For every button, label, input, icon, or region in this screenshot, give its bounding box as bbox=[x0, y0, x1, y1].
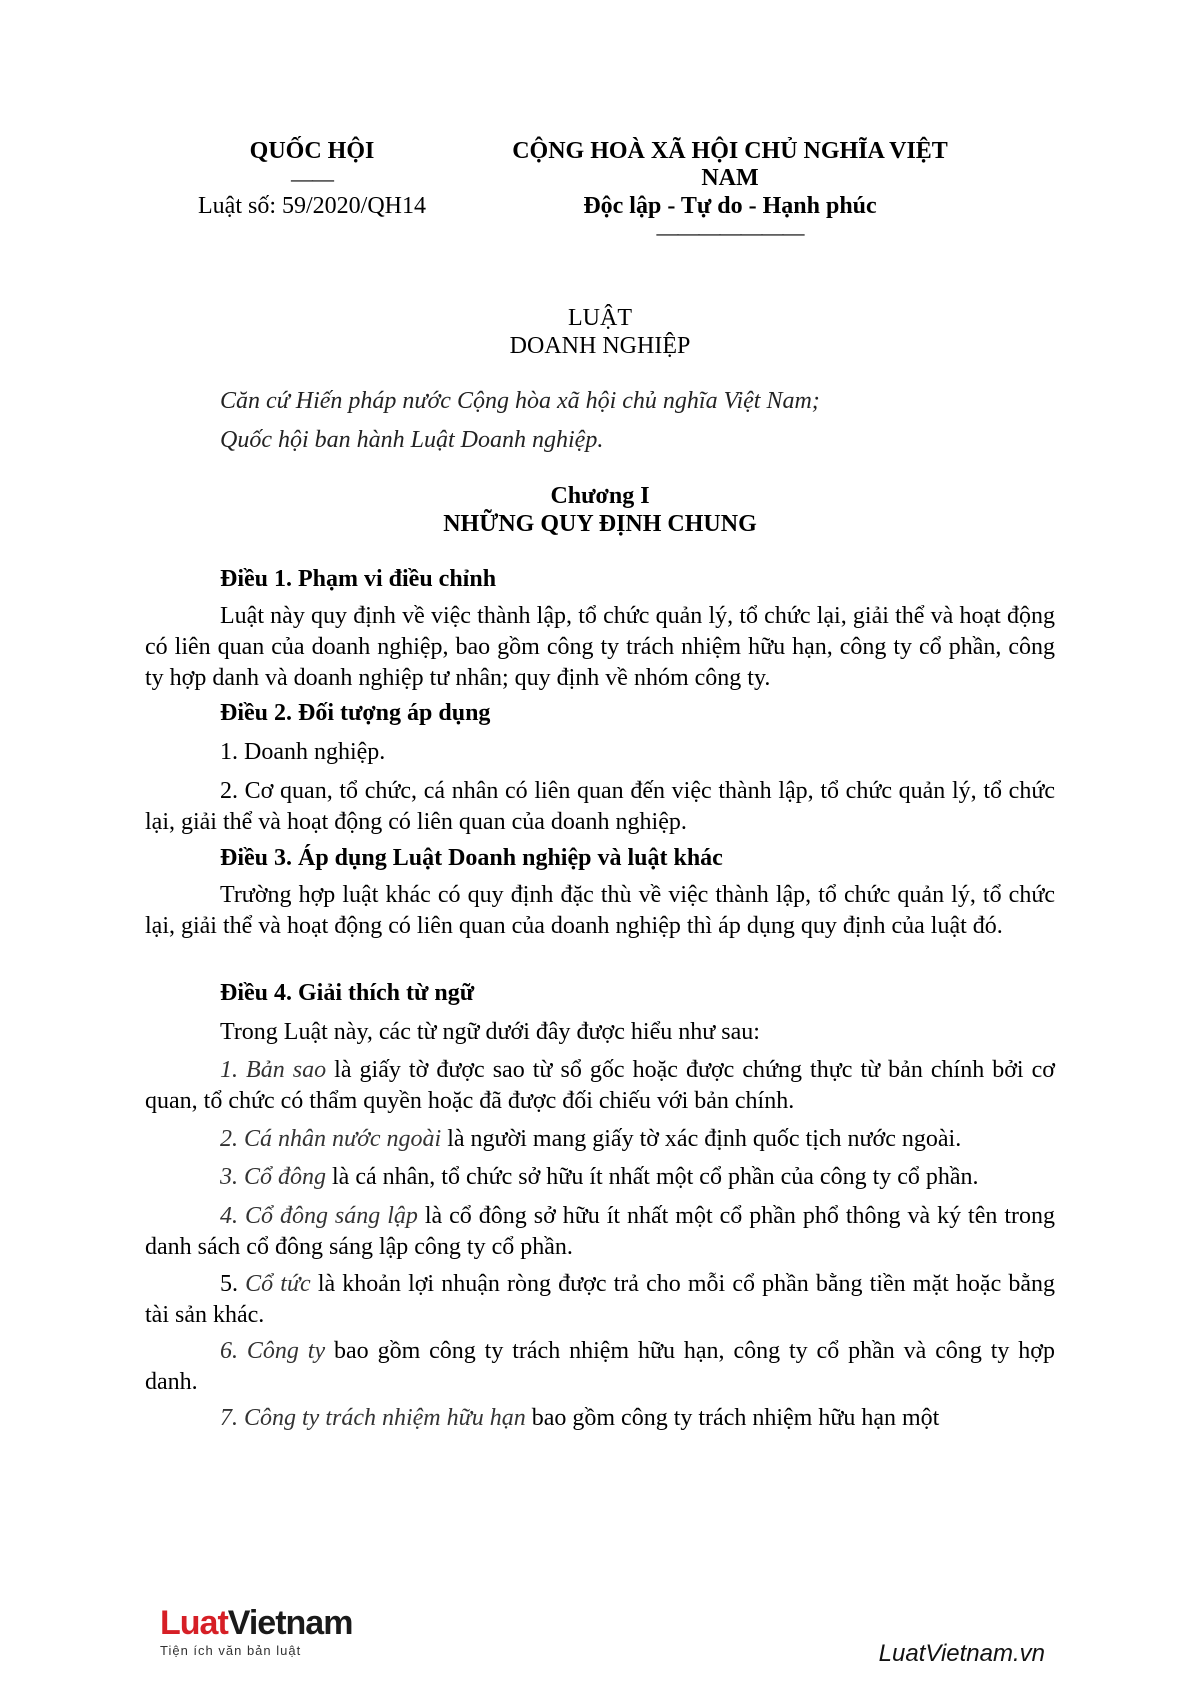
definition-2-term: 2. Cá nhân nước ngoài bbox=[220, 1126, 442, 1152]
definition-2-text: là người mang giấy tờ xác định quốc tịch nước ngoài. bbox=[441, 1126, 962, 1152]
issuing-body-underline: —— bbox=[291, 166, 333, 191]
chapter-number: Chương I bbox=[550, 483, 650, 509]
definition-5 bbox=[145, 1269, 1055, 1331]
definition-4-term: 4. Cổ đông sáng lập bbox=[220, 1203, 418, 1229]
definition-1-term: 1. Bản sao bbox=[220, 1057, 327, 1083]
definition-6-text: bao gồm công ty trách nhiệm hữu hạn, công ty cổ phần và công ty hợp danh. bbox=[145, 1338, 1056, 1395]
motto-underline: ——————— bbox=[656, 220, 804, 245]
document-title: DOANH NGHIỆP bbox=[509, 333, 691, 359]
definition-2 bbox=[145, 1124, 1055, 1155]
logo-tagline: Tiện ích văn bản luật bbox=[160, 1643, 302, 1658]
definition-1-text: là giấy tờ được sao từ sổ gốc hoặc được chứng thực từ bản chính bởi cơ quan, tổ chức có thẩm quyền hoặc đã được đối chiếu với bản chính. bbox=[145, 1057, 1055, 1114]
definition-7-term: 7. Công ty trách nhiệm hữu hạn bbox=[220, 1405, 526, 1431]
definition-4 bbox=[145, 1201, 1055, 1263]
article-4-intro: Trong Luật này, các từ ngữ dưới đây được hiểu như sau: bbox=[220, 1019, 760, 1045]
national-motto: Độc lập - Tự do - Hạnh phúc bbox=[583, 193, 877, 219]
article-3-text: Trường hợp luật khác có quy định đặc thù về việc thành lập, tổ chức quản lý, tổ chức lại, giải thể và hoạt động có liên quan của doanh nghiệp thì áp dụng quy định của luật đó. bbox=[145, 882, 1055, 939]
article-1-text: Luật này quy định về việc thành lập, tổ chức quản lý, tổ chức lại, giải thể và hoạt động có liên quan của doanh nghiệp, bao gồm công ty trách nhiệm hữu hạn, công ty cổ phần, công ty hợp danh và doanh nghiệp tư nhân; quy định về nhóm công ty. bbox=[145, 603, 1055, 691]
article-1-heading: Điều 1. Phạm vi điều chỉnh bbox=[220, 566, 497, 592]
article-2-item-1: 1. Doanh nghiệp. bbox=[220, 739, 386, 765]
definition-3 bbox=[145, 1162, 1055, 1193]
chapter-title: NHỮNG QUY ĐỊNH CHUNG bbox=[443, 511, 757, 537]
national-title-line2: NAM bbox=[701, 165, 759, 191]
definition-3-text: là cá nhân, tổ chức sở hữu ít nhất một cổ phần của công ty cổ phần. bbox=[326, 1164, 979, 1190]
definition-3-term: 3. Cổ đông bbox=[220, 1164, 327, 1190]
website-link[interactable]: LuatVietnam.vn bbox=[878, 1640, 1045, 1667]
article-2-heading: Điều 2. Đối tượng áp dụng bbox=[220, 700, 491, 726]
article-2-item-2: 2. Cơ quan, tổ chức, cá nhân có liên quan đến việc thành lập, tổ chức quản lý, tổ chức lại, giải thể và hoạt động có liên quan của doanh nghiệp. bbox=[145, 778, 1055, 835]
definition-6 bbox=[145, 1336, 1055, 1398]
definition-5-text: là khoản lợi nhuận ròng được trả cho mỗi cổ phần bằng tiền mặt hoặc bằng tài sản khác. bbox=[145, 1271, 1056, 1328]
law-number: Luật số: 59/2020/QH14 bbox=[198, 193, 426, 219]
national-title-line1: CỘNG HOÀ XÃ HỘI CHỦ NGHĨA VIỆT bbox=[512, 138, 948, 164]
definition-5-number: 5. bbox=[220, 1271, 246, 1297]
luatvietnam-logo[interactable] bbox=[160, 1605, 352, 1658]
definition-1 bbox=[145, 1055, 1055, 1117]
definition-6-term: 6. Công ty bbox=[220, 1338, 326, 1364]
article-3-heading: Điều 3. Áp dụng Luật Doanh nghiệp và luật khác bbox=[220, 845, 723, 871]
logo-text-vietnam: Vietnam bbox=[227, 1604, 353, 1642]
article-4-heading: Điều 4. Giải thích từ ngữ bbox=[220, 980, 475, 1006]
logo-text-luat: Luat bbox=[160, 1604, 228, 1642]
definition-7 bbox=[145, 1403, 1055, 1434]
document-type: LUẬT bbox=[568, 305, 632, 331]
issuing-body: QUỐC HỘI bbox=[249, 138, 375, 164]
preamble-basis: Căn cứ Hiến pháp nước Cộng hòa xã hội chủ nghĩa Việt Nam; bbox=[220, 388, 820, 414]
definition-4-text: là cổ đông sở hữu ít nhất một cổ phần phổ thông và ký tên trong danh sách cổ đông sáng lập công ty cổ phần. bbox=[145, 1203, 1055, 1260]
preamble-enactment: Quốc hội ban hành Luật Doanh nghiệp. bbox=[220, 427, 604, 453]
definition-7-text: bao gồm công ty trách nhiệm hữu hạn một bbox=[525, 1405, 940, 1431]
definition-5-term: Cổ tức bbox=[245, 1271, 311, 1297]
